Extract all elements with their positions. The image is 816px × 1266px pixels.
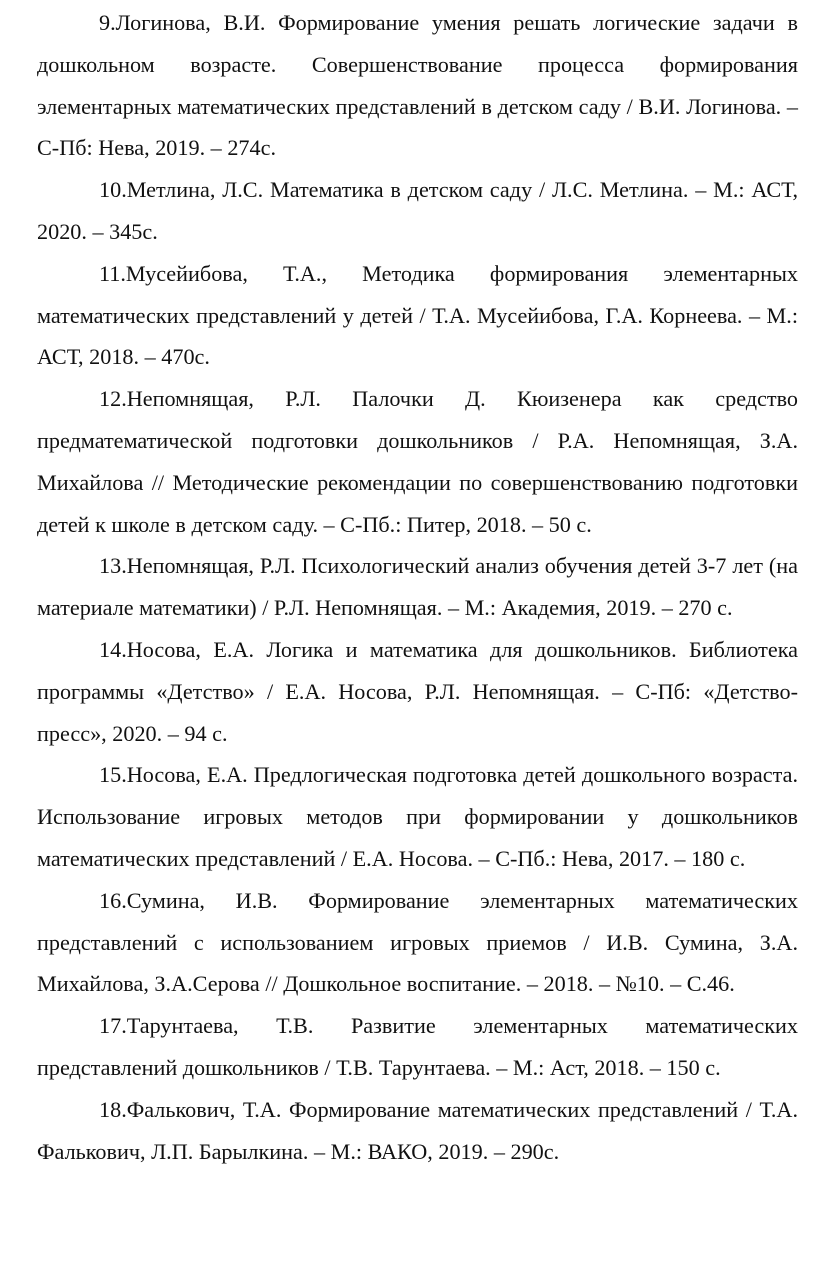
- reference-item-15: [37, 754, 798, 879]
- reference-text: Сумина, И.В. Формирование элементарных математических представлений с использованием игровых приемов / И.В. Сумина, З.А. Михайлова, З.А.Серова // Дошкольное воспитание. – 2018. – №10. – С.46.: [37, 887, 798, 997]
- reference-number: 12.: [99, 386, 127, 412]
- reference-item-18: [37, 1089, 798, 1173]
- reference-item-9: [37, 2, 798, 169]
- reference-text: Носова, Е.А. Предлогическая подготовка детей дошкольного возраста. Использование игровых методов при формировании у дошкольников математических представлений / Е.А. Носова. – С-Пб.: Нева, 2017. – 180 с.: [37, 762, 798, 871]
- reference-text: Фалькович, Т.А. Формирование математических представлений / Т.А. Фалькович, Л.П. Барылкина. – М.: ВАКО, 2019. – 290с.: [37, 1096, 798, 1164]
- reference-number: 11.: [99, 260, 126, 286]
- reference-number: 16.: [99, 887, 127, 913]
- reference-item-17: [37, 1005, 798, 1089]
- reference-number: 9.: [99, 10, 116, 35]
- reference-number: 14.: [99, 636, 127, 662]
- reference-number: 13.: [99, 553, 127, 579]
- reference-text: Носова, Е.А. Логика и математика для дошкольников. Библиотека программы «Детство» / Е.А. Носова, Р.Л. Непомнящая. – С-Пб: «Детство-пресс», 2020. – 94 с.: [37, 636, 798, 746]
- reference-number: 17.: [99, 1013, 127, 1039]
- reference-item-12: [37, 378, 798, 545]
- reference-item-14: [37, 629, 798, 754]
- reference-item-10: [0, 169, 798, 253]
- reference-text: Непомнящая, Р.Л. Палочки Д. Кюизенера как средство предматематической подготовки дошкольников / Р.А. Непомнящая, З.А. Михайлова // Методические рекомендации по совершенствованию подготовки детей к школе в детском саду. – С-Пб.: Питер, 2018. – 50 с.: [37, 386, 798, 537]
- reference-number: 18.: [99, 1096, 127, 1122]
- reference-text: Мусейибова, Т.А., Методика формирования элементарных математических представлений у детей / Т.А. Мусейибова, Г.А. Корнеева. – М.: АСТ, 2018. – 470с.: [37, 260, 798, 370]
- reference-number: 10.: [99, 177, 127, 203]
- reference-number: 15.: [99, 762, 127, 788]
- reference-item-11: [37, 253, 798, 378]
- reference-text: Непомнящая, Р.Л. Психологический анализ обучения детей 3-7 лет (на материале математики) / Р.Л. Непомнящая. – М.: Академия, 2019. – 270 с.: [37, 553, 798, 621]
- reference-text: Логинова, В.И. Формирование умения решать логические задачи в дошкольном возрасте. Совершенствование процесса формирования элементарных математических представлений в детском саду / В.И. Логинова. – С-Пб: Нева, 2019. – 274с.: [37, 10, 798, 161]
- reference-item-16: [37, 880, 798, 1005]
- reference-text: Метлина, Л.С. Математика в детском саду / Л.С. Метлина. – М.: АСТ, 2020. – 345с.: [37, 177, 798, 244]
- reference-item-13: [37, 545, 798, 629]
- reference-text: Тарунтаева, Т.В. Развитие элементарных математических представлений дошкольников / Т.В. Тарунтаева. – М.: Аст, 2018. – 150 с.: [37, 1013, 798, 1080]
